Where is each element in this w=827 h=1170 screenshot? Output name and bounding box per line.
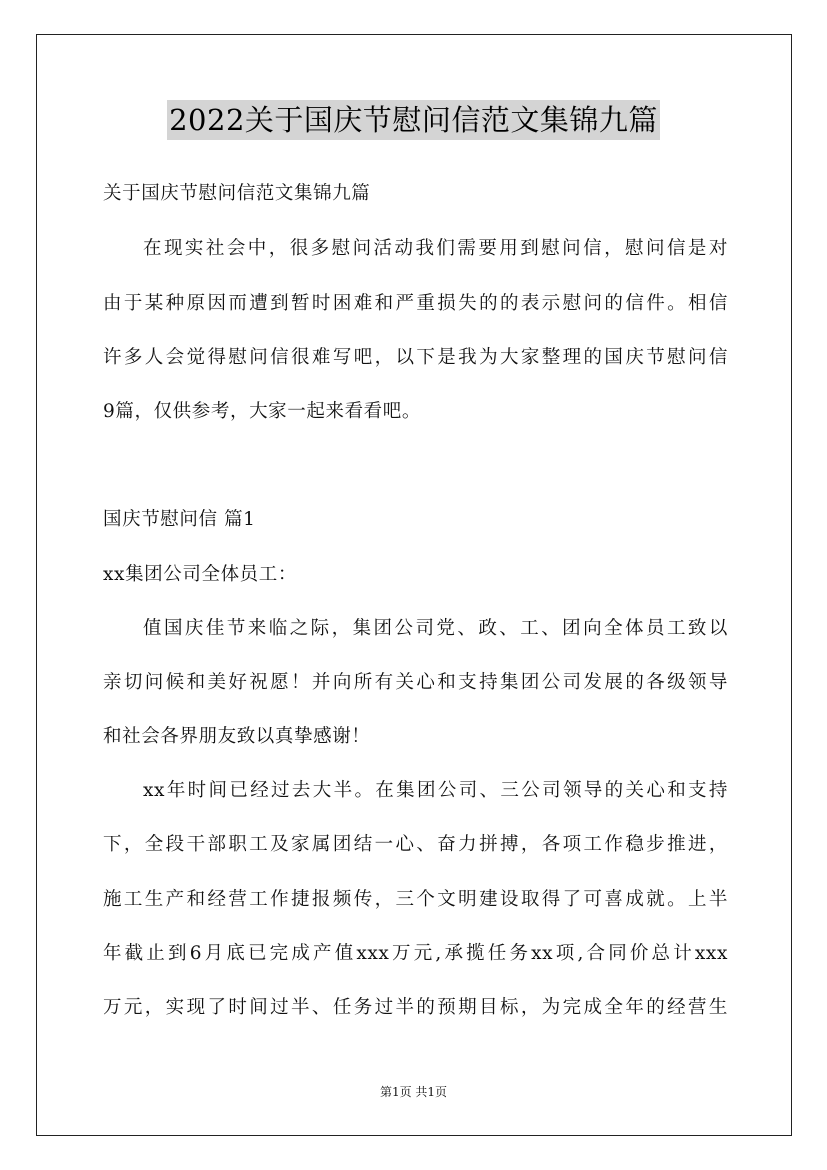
paragraph-line: 下，全段干部职工及家属团结一心、奋力拼搏，各项工作稳步推进， <box>103 834 728 855</box>
title-container <box>0 100 827 140</box>
intro-line: 许多人会觉得慰问信很难写吧，以下是我为大家整理的国庆节慰问信 <box>103 347 728 368</box>
paragraph-line: 万元，实现了时间过半、任务过半的预期目标，为完成全年的经营生 <box>103 997 728 1018</box>
paragraph-line: 和社会各界朋友致以真挚感谢！ <box>103 726 371 747</box>
paragraph-line: 值国庆佳节来临之际，集团公司党、政、工、团向全体员工致以 <box>143 618 728 639</box>
page-number: 第1页 共1页 <box>379 1085 448 1099</box>
section-heading: 国庆节慰问信 篇1 <box>103 509 256 530</box>
intro-line: 由于某种原因而遭到暂时困难和严重损失的的表示慰问的信件。相信 <box>103 293 728 314</box>
document-title: 2022关于国庆节慰问信范文集锦九篇 <box>167 100 660 140</box>
salutation: xx集团公司全体员工： <box>103 564 297 585</box>
document-subtitle: 关于国庆节慰问信范文集锦九篇 <box>103 183 371 204</box>
paragraph-line: 年截止到6月底已完成产值xxx万元,承揽任务xx项,合同价总计xxx <box>103 943 728 964</box>
intro-line: 9篇，仅供参考，大家一起来看看吧。 <box>103 401 421 422</box>
intro-line: 在现实社会中，很多慰问活动我们需要用到慰问信，慰问信是对 <box>143 238 728 259</box>
paragraph-line: 施工生产和经营工作捷报频传，三个文明建设取得了可喜成就。上半 <box>103 889 728 910</box>
paragraph-line: xx年时间已经过去大半。在集团公司、三公司领导的关心和支持 <box>143 780 728 801</box>
paragraph-line: 亲切问候和美好祝愿！并向所有关心和支持集团公司发展的各级领导 <box>103 672 728 693</box>
